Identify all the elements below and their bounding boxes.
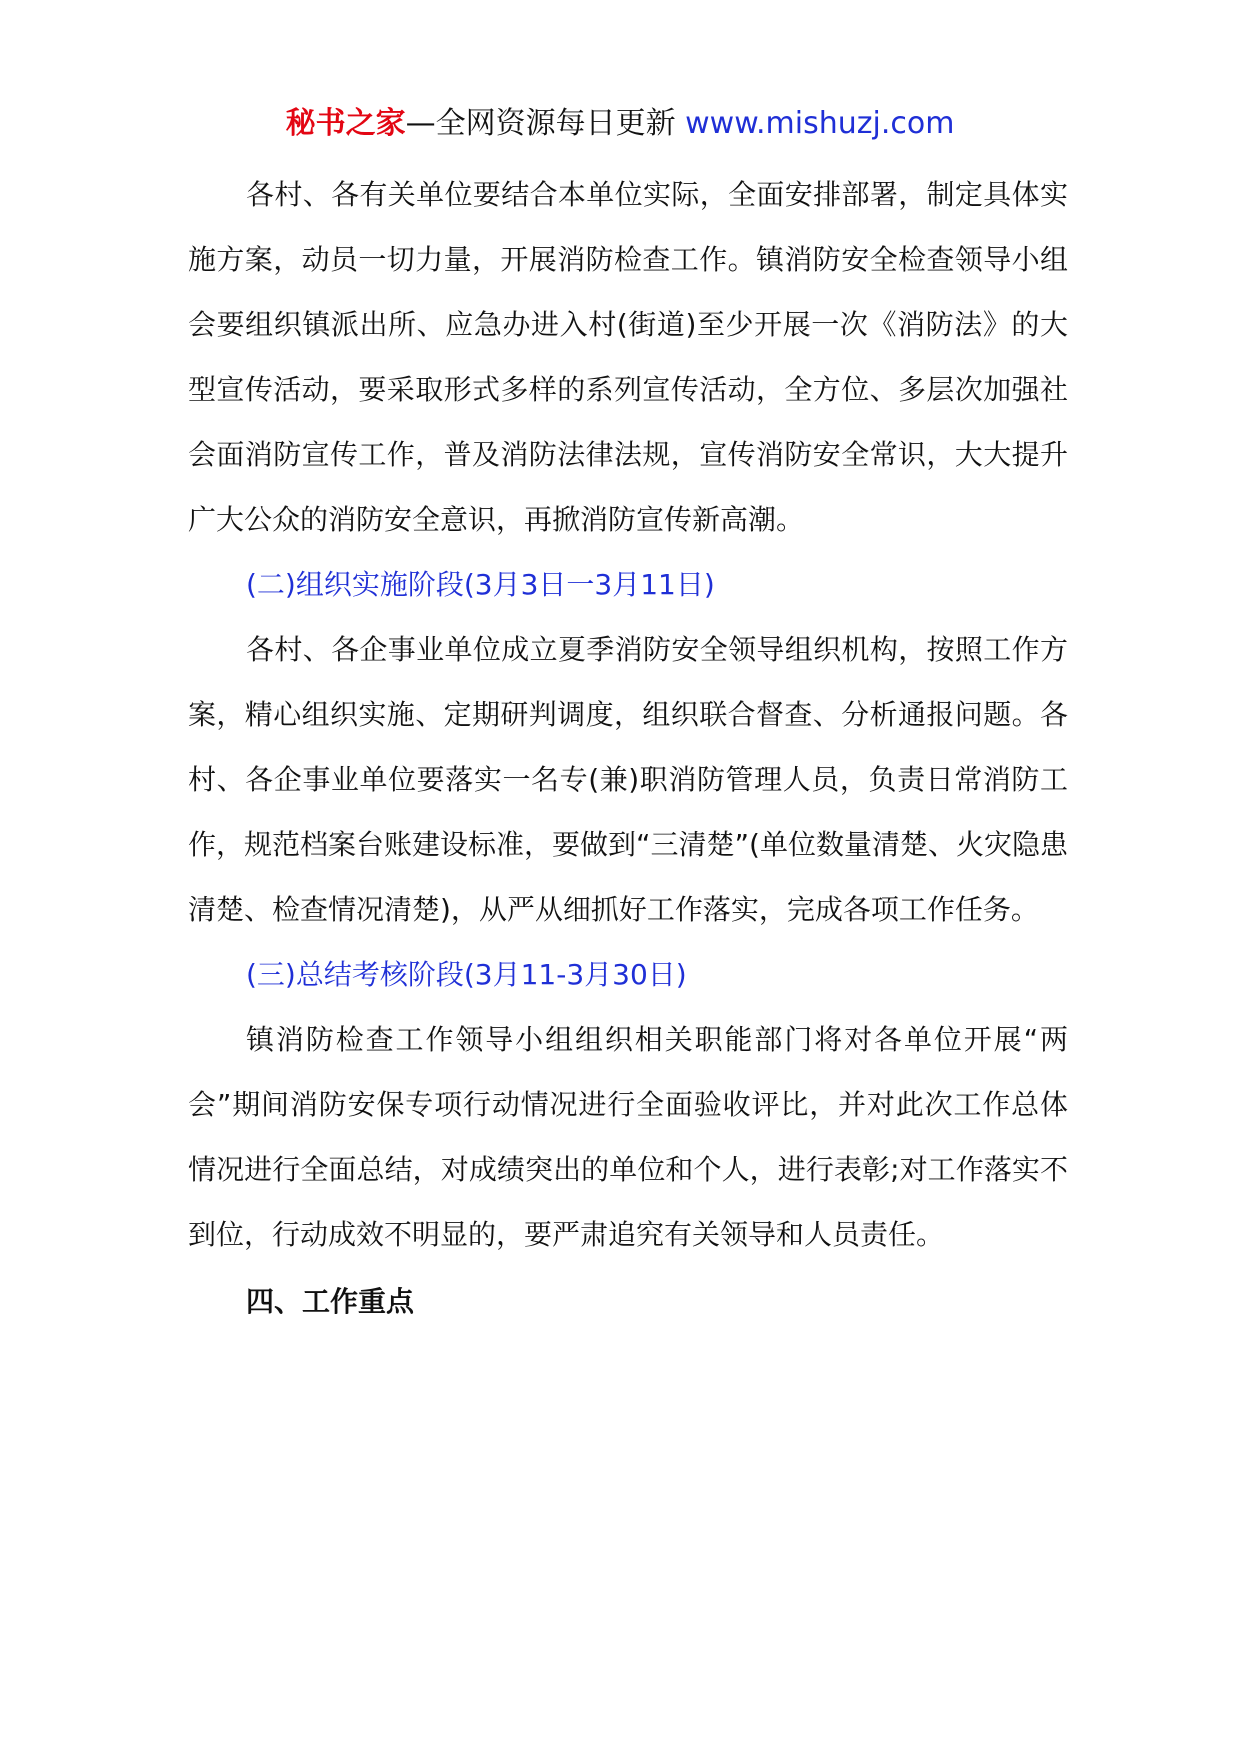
paragraph-assessment: 镇消防检查工作领导小组组织相关职能部门将对各单位开展“两会”期间消防安保专项行动情况进行全面验收评比，并对此次工作总体情况进行全面总结，对成绩突出的单位和个人，进行表彰;对工作落实不到位，行动成效不明显的，要严肃追究有关领导和人员责任。 — [188, 1023, 1068, 1251]
section-title-implementation: (二)组织实施阶段(3月3日一3月11日) — [246, 568, 715, 601]
site-url-link[interactable]: www.mishuzj.com — [685, 106, 955, 141]
paragraph-implementation: 各村、各企事业单位成立夏季消防安全领导组织机构，按照工作方案，精心组织实施、定期研判调度，组织联合督查、分析通报问题。各村、各企事业单位要落实一名专(兼)职消防管理人员，负责日常消防工作，规范档案台账建设标准，要做到“三清楚”(单位数量清楚、火灾隐患清楚、检查情况清楚)，从严从细抓好工作落实，完成各项工作任务。 — [188, 633, 1068, 926]
document-body — [188, 162, 1068, 1334]
site-header — [0, 100, 1240, 148]
heading-work-focus: 四、工作重点 — [246, 1285, 415, 1318]
brand-name: 秘书之家 — [285, 106, 406, 141]
section-title-assessment: (三)总结考核阶段(3月11-3月30日) — [246, 958, 687, 991]
paragraph-publicity: 各村、各有关单位要结合本单位实际，全面安排部署，制定具体实施方案，动员一切力量，开展消防检查工作。镇消防安全检查领导小组会要组织镇派出所、应急办进入村(街道)至少开展一次《消防法》的大型宣传活动，要采取形式多样的系列宣传活动，全方位、多层次加强社会面消防宣传工作，普及消防法律法规，宣传消防安全常识，大大提升广大公众的消防安全意识，再掀消防宣传新高潮。 — [188, 178, 1068, 536]
header-tagline: —全网资源每日更新 — [405, 106, 686, 141]
